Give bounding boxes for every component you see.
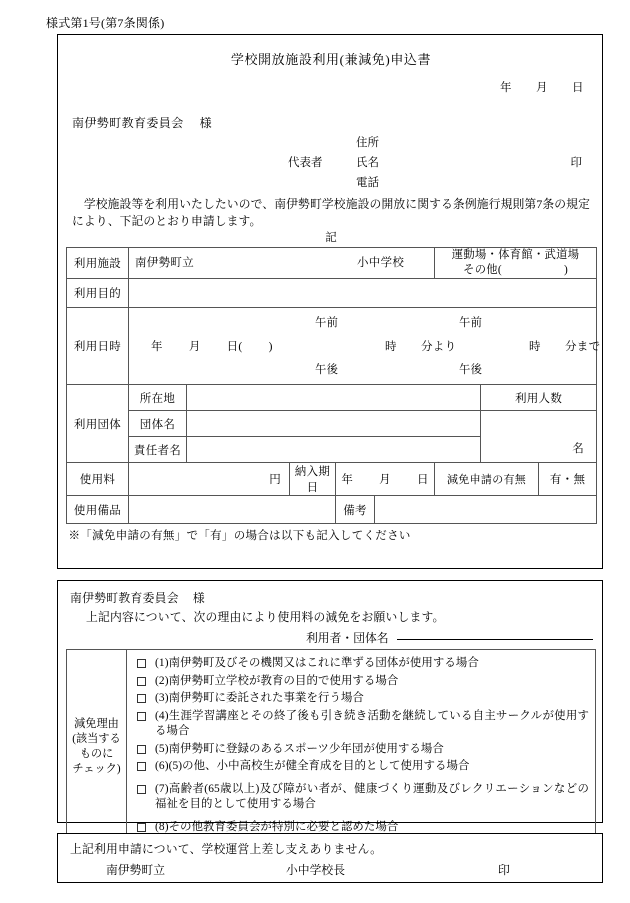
start-minute-label: 分より bbox=[421, 341, 457, 353]
datetime-day-close: ) bbox=[268, 341, 273, 353]
list-item[interactable] bbox=[137, 742, 589, 758]
fee-label: 使用料 bbox=[67, 463, 129, 496]
reduction-addressee bbox=[70, 589, 205, 606]
school-principal-label: 小中学校長 bbox=[286, 863, 345, 877]
members-input-cell[interactable] bbox=[481, 411, 597, 463]
list-item[interactable] bbox=[137, 709, 589, 740]
school-seal-mark: 印 bbox=[498, 863, 510, 877]
reduction-reason-label-line-4: チェック) bbox=[72, 762, 121, 775]
group-manager-label: 責任者名 bbox=[129, 437, 187, 463]
end-minute-label: 分まで bbox=[565, 341, 601, 353]
school-signature-line bbox=[58, 861, 604, 879]
list-item-label: (3)南伊勢町に委託された事業を行う場合 bbox=[155, 692, 364, 704]
addressee-name: 南伊勢町教育委員会 bbox=[72, 116, 184, 130]
address-label: 住所 bbox=[356, 137, 379, 149]
form-number: 様式第1号(第7条関係) bbox=[46, 16, 165, 30]
checkbox-icon[interactable] bbox=[137, 745, 146, 754]
table-row-fee bbox=[67, 463, 597, 496]
reduction-reason-label-line-2: (該当する bbox=[72, 732, 121, 745]
purpose-label: 利用目的 bbox=[67, 279, 129, 308]
reduction-reason-label-line-1: 減免理由 bbox=[74, 717, 119, 730]
seal-mark: 印 bbox=[570, 157, 582, 169]
checkbox-icon[interactable] bbox=[137, 762, 146, 771]
fee-currency: 円 bbox=[269, 474, 281, 486]
representative-name-row bbox=[288, 153, 604, 173]
facility-other-label: その他( bbox=[463, 264, 502, 276]
list-item-label: (8)その他教育委員会が特別に必要と認めた場合 bbox=[155, 820, 399, 833]
due-year: 年 bbox=[341, 474, 354, 486]
checkbox-icon[interactable] bbox=[137, 677, 146, 686]
facility-school-suffix: 小中学校 bbox=[357, 257, 405, 269]
start-pm-label: 午後 bbox=[315, 364, 339, 376]
group-manager-input[interactable] bbox=[187, 437, 481, 463]
equipment-input-cell[interactable] bbox=[129, 496, 336, 524]
due-month: 月 bbox=[379, 474, 391, 486]
reduction-user-field bbox=[306, 627, 593, 646]
representative-label: 代表者 bbox=[288, 157, 323, 169]
checkbox-icon[interactable] bbox=[137, 785, 146, 794]
table-row-facility bbox=[67, 248, 597, 279]
reduction-user-input[interactable] bbox=[397, 627, 593, 640]
list-item-label: (7)高齢者(65歳以上)及び障がい者が、健康づくり運動及びレクリエーションなどの福祉を目的として使用する場合 bbox=[155, 782, 589, 810]
facility-town-prefix: 南伊勢町立 bbox=[135, 257, 194, 269]
table-row-note bbox=[67, 524, 597, 545]
group-address-input[interactable] bbox=[187, 385, 481, 411]
date-month-label: 月 bbox=[536, 82, 548, 94]
reduction-reason-label bbox=[67, 650, 127, 844]
table-row-equipment bbox=[67, 496, 597, 524]
name-label: 氏名 bbox=[356, 157, 379, 169]
representative-phone-row bbox=[288, 173, 604, 193]
list-item-label: (1)南伊勢町及びその機関又はこれに準ずる団体が使用する場合 bbox=[155, 657, 479, 669]
list-item[interactable] bbox=[137, 759, 589, 775]
school-approval-statement: 上記利用申請について、学校運営上差し支えありません。 bbox=[70, 842, 383, 856]
reduction-reason-items bbox=[127, 650, 596, 844]
list-item-label: (5)南伊勢町に登録のあるスポーツ少年団が使用する場合 bbox=[155, 742, 444, 755]
reduction-addressee-name: 南伊勢町教育委員会 bbox=[70, 591, 179, 605]
table-row-datetime bbox=[67, 308, 597, 385]
reduction-reason-row bbox=[67, 650, 596, 844]
due-day: 日 bbox=[416, 474, 429, 486]
facility-other-line bbox=[435, 263, 596, 278]
reduction-addressee-honorific: 様 bbox=[192, 591, 205, 605]
list-item[interactable] bbox=[137, 691, 589, 707]
group-address-label: 所在地 bbox=[129, 385, 187, 411]
end-pm-label: 午後 bbox=[459, 364, 483, 376]
facility-name-cell[interactable] bbox=[129, 248, 435, 279]
list-item-label: (6)(5)の他、小中高校生が健全育成を目的として使用する場合 bbox=[155, 760, 470, 772]
remarks-input-cell[interactable] bbox=[375, 496, 597, 524]
end-hour-label: 時 bbox=[529, 341, 541, 353]
table-row-group-address bbox=[67, 385, 597, 411]
fee-input-cell[interactable] bbox=[129, 463, 290, 496]
application-table bbox=[66, 247, 601, 544]
checkbox-icon[interactable] bbox=[137, 712, 146, 721]
checkbox-icon[interactable] bbox=[137, 694, 146, 703]
reduction-reason-table bbox=[66, 649, 596, 844]
date-line bbox=[500, 79, 584, 95]
reduction-request-label: 減免申請の有無 bbox=[435, 463, 539, 496]
reduction-note: ※「減免申請の有無」で「有」の場合は以下も記入してください bbox=[67, 524, 597, 545]
table-row-group-name bbox=[67, 411, 597, 437]
reduction-request-text: 上記内容について、次の理由により使用料の減免をお願いします。 bbox=[86, 610, 445, 624]
facility-label: 利用施設 bbox=[67, 248, 129, 279]
datetime-month: 月 bbox=[188, 341, 201, 353]
reduction-reason-label-line-3: ものに bbox=[79, 747, 114, 760]
datetime-ymd bbox=[151, 338, 273, 354]
facility-options-cell[interactable] bbox=[435, 248, 597, 279]
members-label: 利用人数 bbox=[481, 385, 597, 411]
purpose-input-cell[interactable] bbox=[129, 279, 597, 308]
list-item[interactable] bbox=[137, 656, 589, 672]
representative-address-row bbox=[288, 133, 604, 153]
reduction-request-box bbox=[57, 580, 603, 833]
representative-block bbox=[288, 133, 604, 193]
group-name-input[interactable] bbox=[187, 411, 481, 437]
datetime-input-cell[interactable] bbox=[129, 308, 601, 385]
datetime-label: 利用日時 bbox=[67, 308, 129, 385]
page-title: 学校開放施設利用(兼減免)申込書 bbox=[230, 52, 432, 67]
list-item-label: (4)生涯学習講座とその終了後も引き続き活動を継続している自主サークルが使用する場合 bbox=[155, 709, 589, 737]
addressee bbox=[72, 114, 212, 131]
main-application-box bbox=[57, 34, 603, 569]
due-date-label: 納入期日 bbox=[290, 463, 336, 496]
school-approval-box bbox=[57, 833, 603, 883]
due-date-ymd bbox=[336, 471, 434, 487]
ki-marker: 記 bbox=[325, 232, 337, 244]
list-item[interactable] bbox=[137, 674, 589, 690]
body-paragraph-text: 学校施設等を利用いたしたいので、南伊勢町学校施設の開放に関する条例施行規則第7条の規定により、下記のとおり申請します。 bbox=[72, 197, 590, 228]
facility-options-list: 運動場・体育館・武道場 bbox=[451, 249, 580, 261]
reduction-request-value[interactable]: 有・無 bbox=[539, 463, 597, 496]
checkbox-icon[interactable] bbox=[137, 659, 146, 668]
datetime-year: 年 bbox=[151, 341, 163, 353]
phone-label: 電話 bbox=[356, 177, 379, 189]
end-am-label: 午前 bbox=[459, 317, 483, 329]
start-hour-label: 時 bbox=[385, 341, 397, 353]
school-town-prefix: 南伊勢町立 bbox=[106, 863, 165, 877]
checkbox-icon[interactable] bbox=[137, 823, 146, 832]
date-year-label: 年 bbox=[500, 82, 512, 94]
date-day-label: 日 bbox=[572, 82, 584, 94]
reduction-user-label: 利用者・団体名 bbox=[306, 631, 389, 645]
due-date-input-cell[interactable] bbox=[336, 463, 435, 496]
group-label: 利用団体 bbox=[67, 385, 129, 463]
members-unit: 名 bbox=[572, 443, 585, 455]
facility-other-close: ) bbox=[563, 264, 569, 276]
body-paragraph bbox=[72, 196, 590, 230]
list-item-label: (2)南伊勢町立学校が教育の目的で使用する場合 bbox=[155, 674, 399, 687]
addressee-honorific: 様 bbox=[199, 116, 213, 130]
group-name-label: 団体名 bbox=[129, 411, 187, 437]
equipment-label: 使用備品 bbox=[67, 496, 129, 524]
datetime-day: 日( bbox=[226, 341, 243, 353]
list-item[interactable] bbox=[137, 782, 589, 813]
start-am-label: 午前 bbox=[315, 317, 339, 329]
table-row-purpose bbox=[67, 279, 597, 308]
remarks-label: 備考 bbox=[336, 496, 375, 524]
